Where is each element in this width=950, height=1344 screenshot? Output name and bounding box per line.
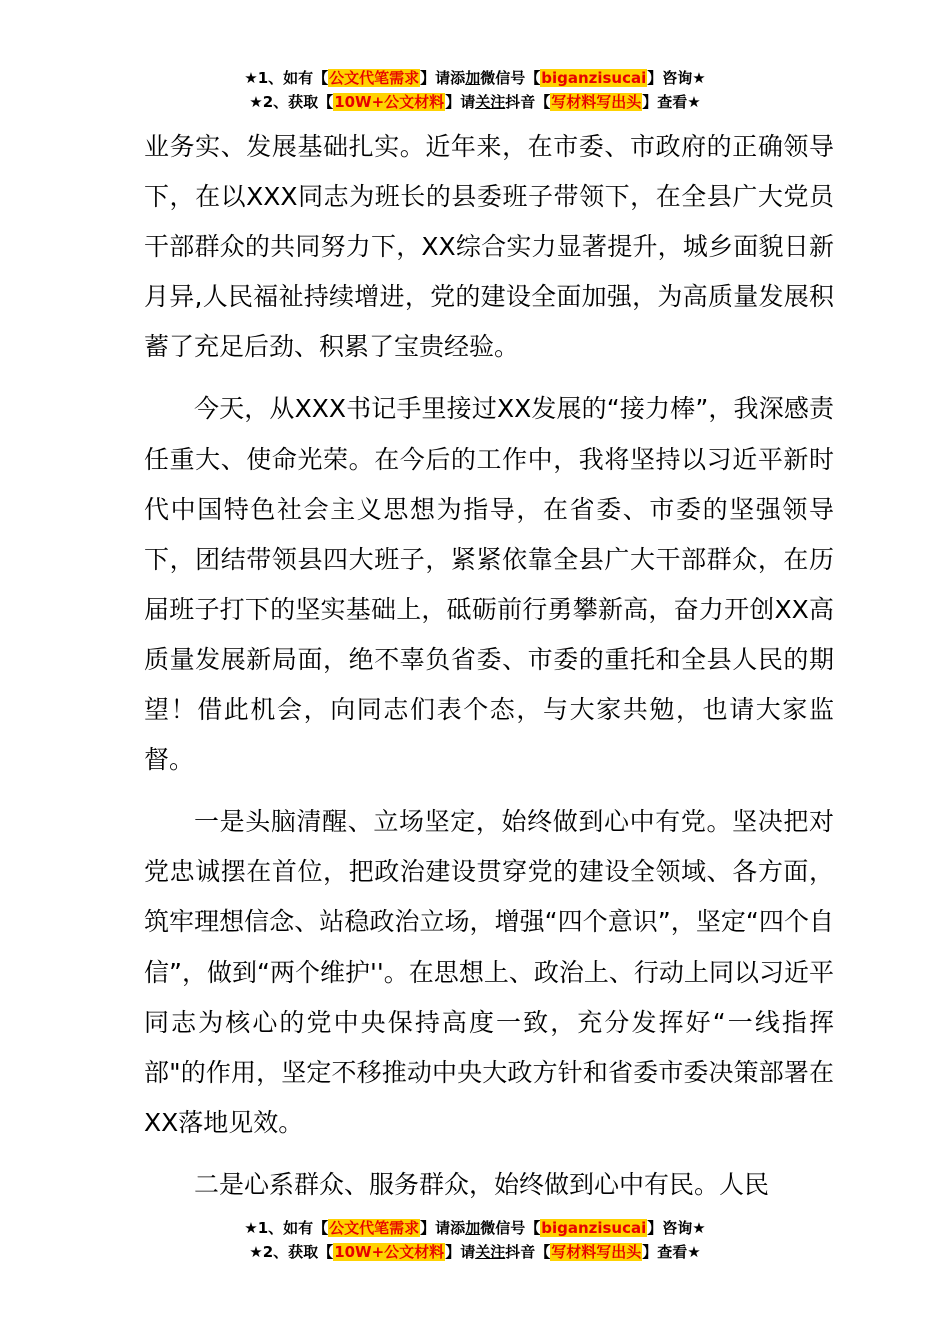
header-highlight-materials: 10W+公文材料: [334, 93, 445, 111]
header-highlight-douyin: 写材料写出头: [551, 93, 642, 111]
footer-highlight-writing-service: 公文代笔需求: [329, 1219, 420, 1237]
footer-line-2-text: 】请: [445, 1243, 476, 1261]
header-line-2-text: 】请: [445, 93, 476, 111]
header-line-1: [0, 66, 950, 90]
footer-banner: [0, 1216, 950, 1264]
header-line-2-underlined: 关注: [475, 93, 506, 111]
footer-line-1: [0, 1216, 950, 1240]
footer-line-2: [0, 1240, 950, 1264]
header-line-2-text-2: 抖音【: [505, 93, 551, 111]
footer-highlight-douyin: 写材料写出头: [551, 1243, 642, 1261]
header-line-1-prefix: ★1、如有【: [244, 69, 329, 87]
header-highlight-wechat-id: biganzisucai: [541, 69, 647, 87]
footer-line-1-underlined: 加: [465, 1219, 481, 1237]
header-highlight-writing-service: 公文代笔需求: [329, 69, 420, 87]
document-body: [144, 122, 834, 1210]
footer-highlight-materials: 10W+公文材料: [334, 1243, 445, 1261]
header-line-2-prefix: ★2、获取【: [249, 93, 334, 111]
header-line-1-text: 】请添: [420, 69, 466, 87]
footer-line-2-text-2: 抖音【: [505, 1243, 551, 1261]
footer-highlight-wechat-id: biganzisucai: [541, 1219, 647, 1237]
footer-line-2-suffix: 】查看★: [642, 1243, 701, 1261]
header-line-1-text-2: 微信号【: [480, 69, 541, 87]
header-line-2-suffix: 】查看★: [642, 93, 701, 111]
footer-line-2-underlined: 关注: [475, 1243, 506, 1261]
footer-line-1-text: 】请添: [420, 1219, 466, 1237]
footer-line-1-suffix: 】咨询★: [647, 1219, 706, 1237]
header-line-2: [0, 90, 950, 114]
header-line-1-underlined: 加: [465, 69, 481, 87]
header-banner: [0, 66, 950, 114]
header-line-1-suffix: 】咨询★: [647, 69, 706, 87]
paragraph-continuation: 业务实、发展基础扎实。近年来，在市委、市政府的正确领导下，在以XXX同志为班长的县委班子带领下，在全县广大党员干部群众的共同努力下，XX综合实力显著提升，城乡面貌日新月异,人民福祉持续增进，党的建设全面加强，为高质量发展积蓄了充足后劲、积累了宝贵经验。: [144, 132, 834, 362]
footer-line-1-text-2: 微信号【: [480, 1219, 541, 1237]
paragraph-point-one: 一是头脑清醒、立场坚定，始终做到心中有党。坚决把对党忠诚摆在首位，把政治建设贯穿党的建设全领域、各方面，筑牢理想信念、站稳政治立场，增强“四个意识”，坚定“四个自信”，做到“两个维护''。在思想上、政治上、行动上同以习近平同志为核心的党中央保持高度一致，充分发挥好“一线指挥部"的作用，坚定不移推动中央大政方针和省委市委决策部署在XX落地见效。: [144, 807, 834, 1137]
paragraph-point-two: 二是心系群众、服务群众，始终做到心中有民。人民: [194, 1169, 770, 1199]
footer-line-2-prefix: ★2、获取【: [249, 1243, 334, 1261]
paragraph-relay-baton: 今天，从XXX书记手里接过XX发展的“接力棒”，我深感责任重大、使命光荣。在今后的工作中，我将坚持以习近平新时代中国特色社会主义思想为指导，在省委、市委的坚强领导下，团结带领县四大班子，紧紧依靠全县广大干部群众，在历届班子打下的坚实基础上，砥砺前行勇攀新高，奋力开创XX高质量发展新局面，绝不辜负省委、市委的重托和全县人民的期望！借此机会，向同志们表个态，与大家共勉，也请大家监督。: [144, 394, 834, 775]
footer-line-1-prefix: ★1、如有【: [244, 1219, 329, 1237]
